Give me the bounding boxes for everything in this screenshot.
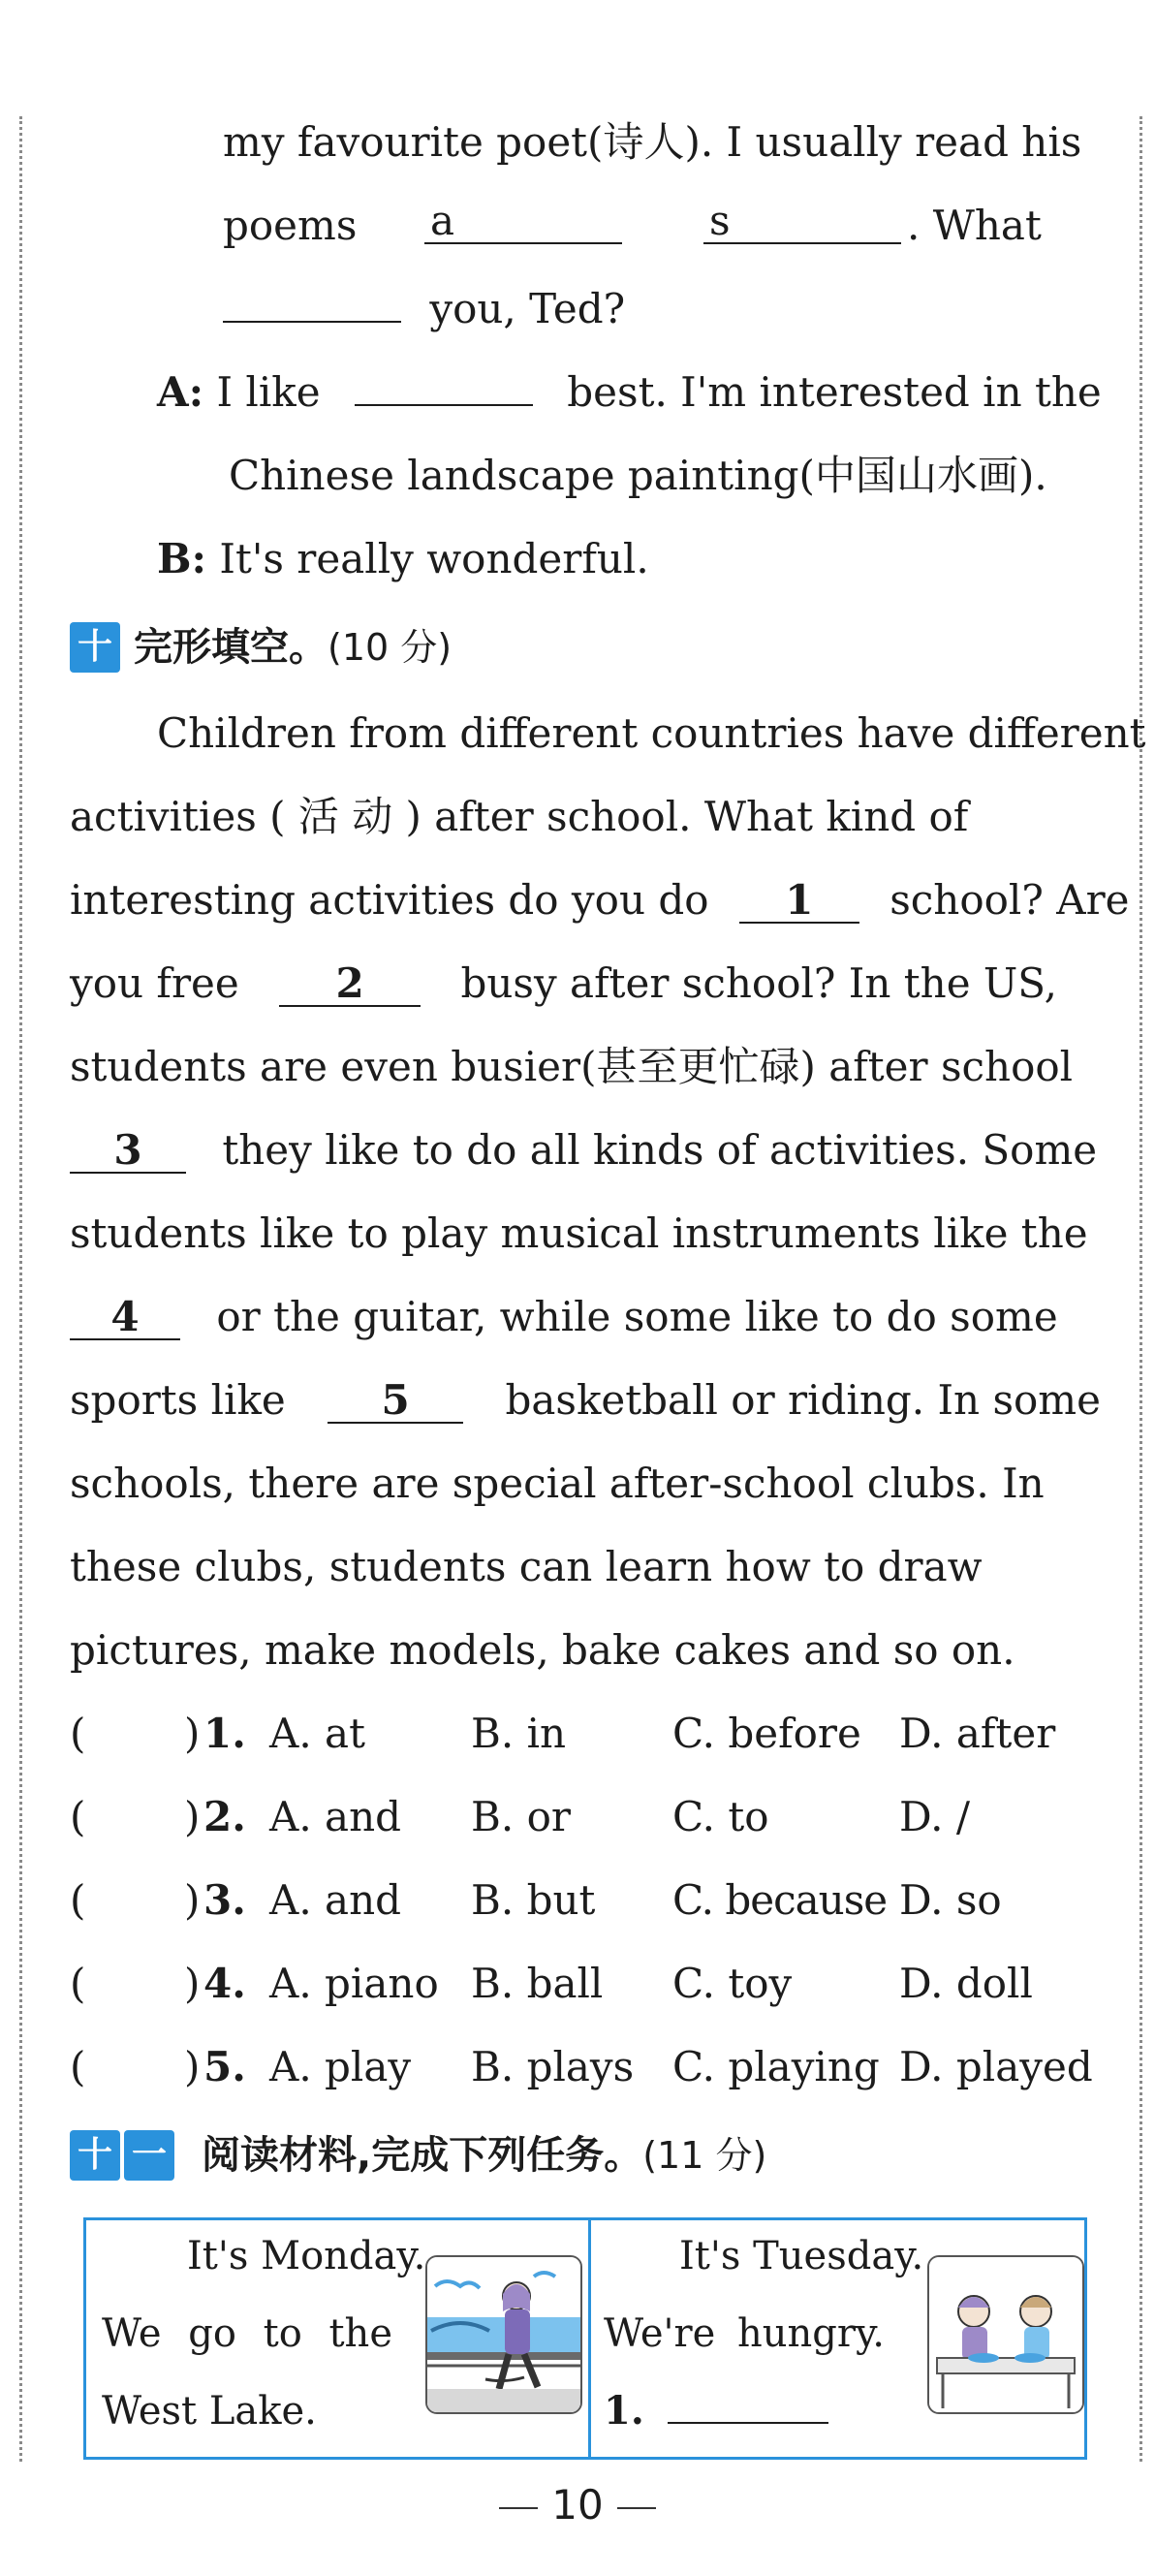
passage-line: students like to play musical instruments like the: [70, 1209, 1088, 1257]
option-b[interactable]: B. in: [471, 1710, 567, 1757]
option-d[interactable]: D. so: [899, 1876, 1002, 1924]
question-number: 3.: [203, 1876, 246, 1924]
section-number-badge: 十: [70, 622, 120, 673]
reading-table: [83, 2217, 1087, 2460]
section-number-badge: 十: [70, 2130, 120, 2181]
answer-paren-close: ): [184, 1876, 201, 1924]
cell-text: We're hungry.: [604, 2311, 885, 2356]
cloze-blank-5[interactable]: 5: [328, 1379, 463, 1424]
passage-line: pictures, make models, bake cakes and so on.: [70, 1626, 1015, 1674]
cloze-blank-2[interactable]: 2: [279, 962, 421, 1007]
option-b[interactable]: B. plays: [471, 2043, 635, 2090]
dialogue-line-b: B: It's really wonderful.: [157, 535, 649, 582]
section-score: (11 分): [642, 2134, 767, 2177]
cell-text: It's Tuesday.: [679, 2234, 924, 2278]
answer-blank[interactable]: s: [703, 200, 901, 244]
option-c[interactable]: C. toy: [672, 1960, 793, 2007]
passage-line: students are even busier(甚至更忙碌) after school: [70, 1043, 1074, 1090]
section-title: 阅读材料,完成下列任务。: [202, 2133, 643, 2178]
passage-line: Children from different countries have different: [157, 709, 1146, 757]
section-title: 完形填空。: [134, 625, 328, 670]
dialogue-line: my favourite poet(诗人). I usually read his: [223, 118, 1082, 166]
answer-paren-open[interactable]: (: [70, 1876, 86, 1924]
option-c[interactable]: C. before: [672, 1710, 861, 1757]
restaurant-picture: [927, 2255, 1084, 2414]
passage-line: these clubs, students can learn how to draw: [70, 1543, 983, 1590]
question-number: 2.: [203, 1793, 246, 1840]
question-number: 4.: [203, 1960, 246, 2007]
passage-line: activities ( 活 动 ) after school. What kind of: [70, 793, 969, 840]
cloze-blank-1[interactable]: 1: [739, 879, 859, 924]
option-d[interactable]: D. /: [899, 1793, 971, 1840]
option-c[interactable]: C. to: [672, 1793, 769, 1840]
passage-line: 3 they like to do all kinds of activities. Some: [70, 1124, 1097, 1177]
section-score: (10 分): [328, 626, 453, 669]
option-b[interactable]: B. ball: [471, 1960, 604, 2007]
cell-text: 1.: [604, 2385, 828, 2437]
option-b[interactable]: B. but: [471, 1876, 596, 1924]
cloze-blank-3[interactable]: 3: [70, 1129, 186, 1174]
answer-blank[interactable]: [355, 404, 533, 406]
dialogue-line: Chinese landscape painting(中国山水画).: [229, 452, 1047, 499]
answer-paren-close: ): [184, 1960, 201, 2007]
option-d[interactable]: D. doll: [899, 1960, 1033, 2007]
option-a[interactable]: A. play: [269, 2043, 412, 2090]
table-divider: [588, 2220, 591, 2457]
page-number: 10: [0, 2481, 1155, 2529]
option-d[interactable]: D. played: [899, 2043, 1093, 2090]
west-lake-picture: [425, 2255, 582, 2414]
answer-paren-open[interactable]: (: [70, 1710, 86, 1757]
page-number-dash: [617, 2507, 656, 2509]
eating-illustration: [929, 2257, 1082, 2412]
answer-paren-close: ): [184, 1793, 201, 1840]
passage-line: you free 2 busy after school? In the US,: [70, 959, 1057, 1007]
section-header-11: [70, 2126, 766, 2182]
passage-line: interesting activities do you do 1 school? Are: [70, 876, 1130, 924]
cloze-blank-4[interactable]: 4: [70, 1296, 180, 1340]
answer-paren-close: ): [184, 1710, 201, 1757]
page-number-dash: [499, 2507, 538, 2509]
dialogue-line: poems a s . What: [223, 197, 1042, 249]
passage-line: schools, there are special after-school clubs. In: [70, 1460, 1045, 1507]
answer-paren-open[interactable]: (: [70, 2043, 86, 2090]
cell-text: West Lake.: [102, 2389, 317, 2434]
question-number: 1.: [203, 1710, 246, 1757]
option-c[interactable]: C. because: [672, 1876, 888, 1924]
right-margin-dotted-line: [1139, 116, 1142, 2462]
answer-paren-close: ): [184, 2043, 201, 2090]
cell-text: It's Monday.: [187, 2234, 426, 2278]
dialogue-line: you, Ted?: [223, 283, 625, 335]
cell-text: We go to the: [102, 2311, 392, 2356]
question-number: 5.: [203, 2043, 246, 2090]
section-header-10: [70, 618, 452, 674]
west-lake-illustration: [427, 2257, 580, 2412]
passage-line: sports like 5 basketball or riding. In some: [70, 1376, 1101, 1424]
dialogue-line-a: A: I like best. I'm interested in the: [157, 368, 1102, 416]
option-a[interactable]: A. piano: [269, 1960, 439, 2007]
option-b[interactable]: B. or: [471, 1793, 571, 1840]
option-a[interactable]: A. and: [269, 1876, 402, 1924]
option-c[interactable]: C. playing: [672, 2043, 880, 2090]
answer-paren-open[interactable]: (: [70, 1960, 86, 2007]
answer-paren-open[interactable]: (: [70, 1793, 86, 1840]
answer-blank[interactable]: a: [424, 200, 622, 244]
option-a[interactable]: A. at: [269, 1710, 365, 1757]
answer-blank[interactable]: [668, 2422, 828, 2424]
passage-line: 4 or the guitar, while some like to do some: [70, 1291, 1058, 1343]
section-number-badge: 一: [124, 2130, 174, 2181]
left-margin-dotted-line: [19, 116, 22, 2462]
option-a[interactable]: A. and: [269, 1793, 402, 1840]
answer-blank[interactable]: [223, 321, 401, 323]
option-d[interactable]: D. after: [899, 1710, 1056, 1757]
